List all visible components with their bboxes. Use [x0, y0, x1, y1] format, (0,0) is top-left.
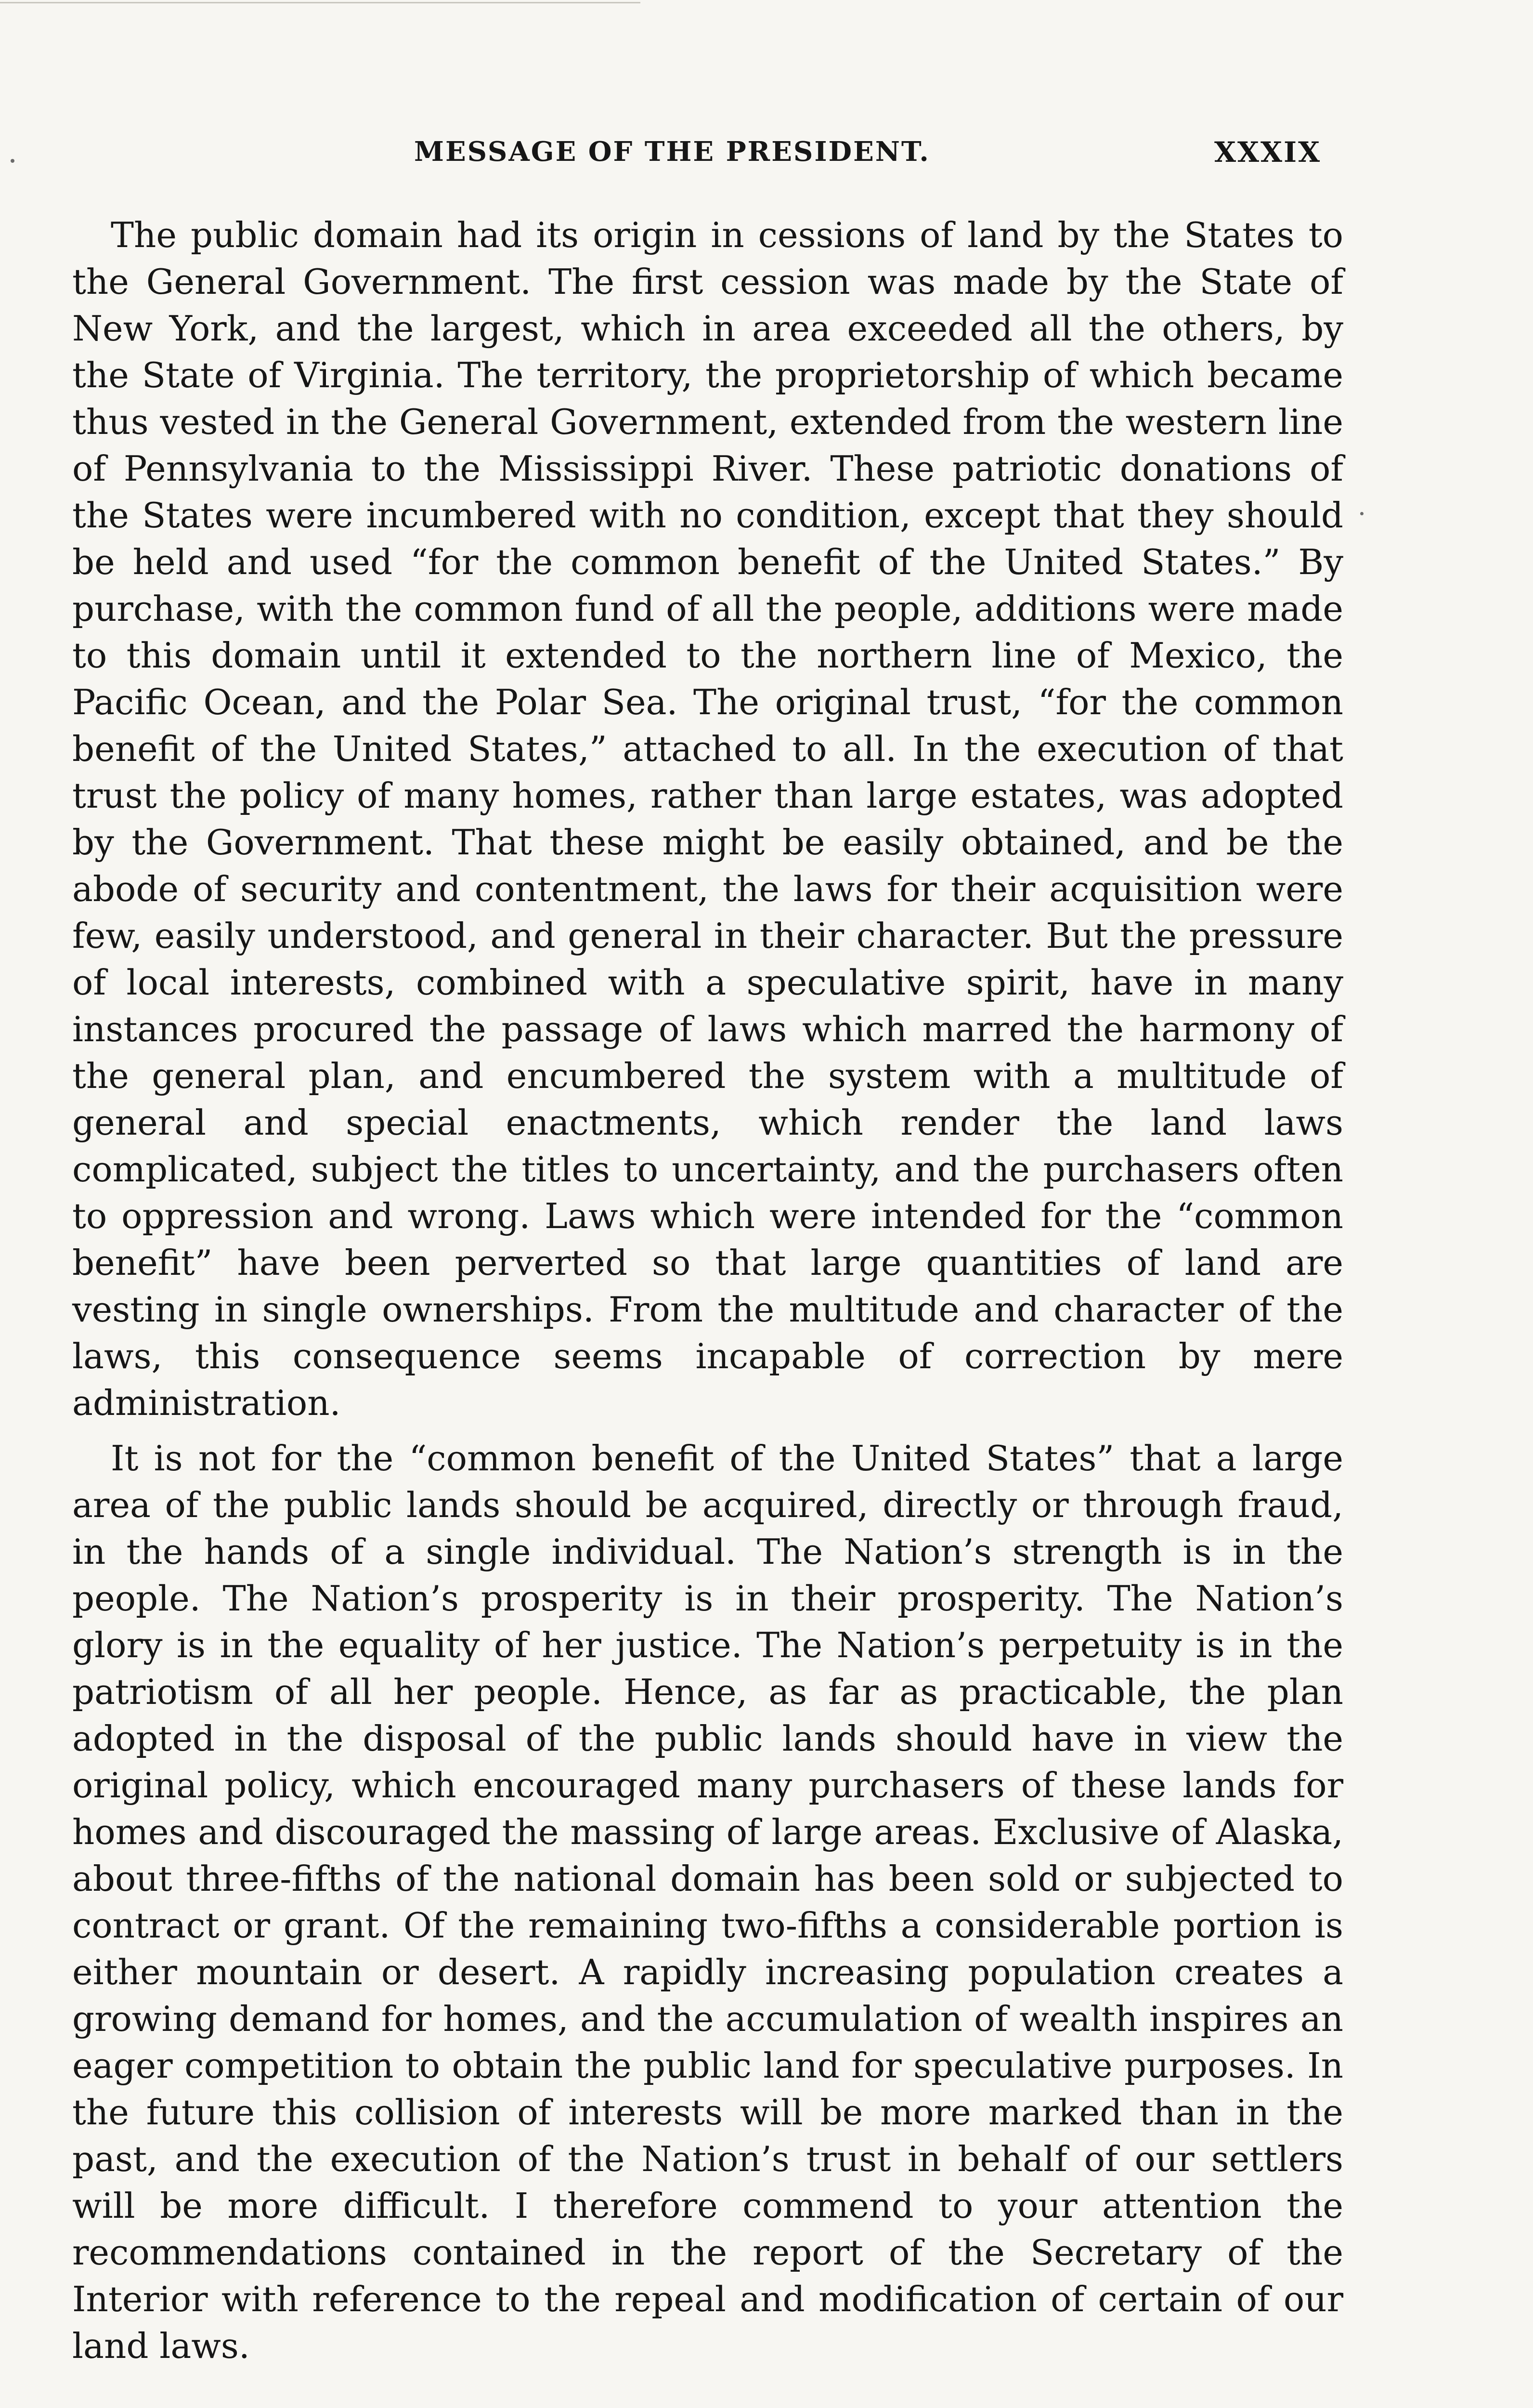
body-text — [72, 212, 1343, 2369]
paragraph-public-domain-origin: The public domain had its origin in cessions of land by the States to the General Government. The first cession was made by the State of New York, and the largest, which in area exceeded all the others, by the State of Virginia. The territory, the proprietorship of which became thus vested in the General Government, extended from the western line of Pennsylvania to the Mississippi River. These patriotic donations of the States were incumbered with no condition, except that they should be held and used “for the common benefit of the United States.” By purchase, with the common fund of all the people, additions were made to this domain until it extended to the northern line of Mexico, the Pacific Ocean, and the Polar Sea. The original trust, “for the common benefit of the United States,” attached to all. In the execution of that trust the policy of many homes, rather than large estates, was adopted by the Government. That these might be easily obtained, and be the abode of security and contentment, the laws for their acquisition were few, easily understood, and general in their character. But the pressure of local interests, combined with a speculative spirit, have in many instances procured the passage of laws which marred the harmony of the general plan, and encumbered the system with a multitude of general and special enactments, which render the land laws complicated, subject the titles to uncertainty, and the purchasers often to oppression and wrong. Laws which were intended for the “common benefit” have been perverted so that large quantities of land are vesting in single ownerships. From the multitude and character of the laws, this consequence seems incapable of correction by mere administration. — [72, 215, 1343, 1423]
top-edge-rule — [0, 2, 640, 3]
scan-speck — [1360, 512, 1364, 515]
page-number: XXXIX — [1214, 136, 1322, 169]
running-head: MESSAGE OF THE PRESIDENT. — [414, 136, 930, 168]
scan-speck — [11, 159, 14, 163]
paragraph-common-benefit: It is not for the “common benefit of the United States” that a large area of the public lands should be acquired, directly or through fraud, in the hands of a single individual. The Nation’s strength is in the people. The Nation’s prosperity is in their prosperity. The Nation’s glory is in the equality of her justice. The Nation’s perpetuity is in the patriotism of all her people. Hence, as far as practicable, the plan adopted in the disposal of the public lands should have in view the original policy, which encouraged many purchasers of these lands for homes and discouraged the massing of large areas. Exclusive of Alaska, about three-fifths of the national domain has been sold or subjected to contract or grant. Of the remaining two-fifths a considerable portion is either mountain or desert. A rapidly increasing population creates a growing demand for homes, and the accumulation of wealth inspires an eager competition to obtain the public land for speculative purposes. In the future this collision of interests will be more marked than in the past, and the execution of the Nation’s trust in behalf of our settlers will be more difficult. I therefore commend to your attention the recommendations contained in the report of the Secretary of the Interior with reference to the repeal and modification of certain of our land laws. — [72, 1438, 1343, 2366]
